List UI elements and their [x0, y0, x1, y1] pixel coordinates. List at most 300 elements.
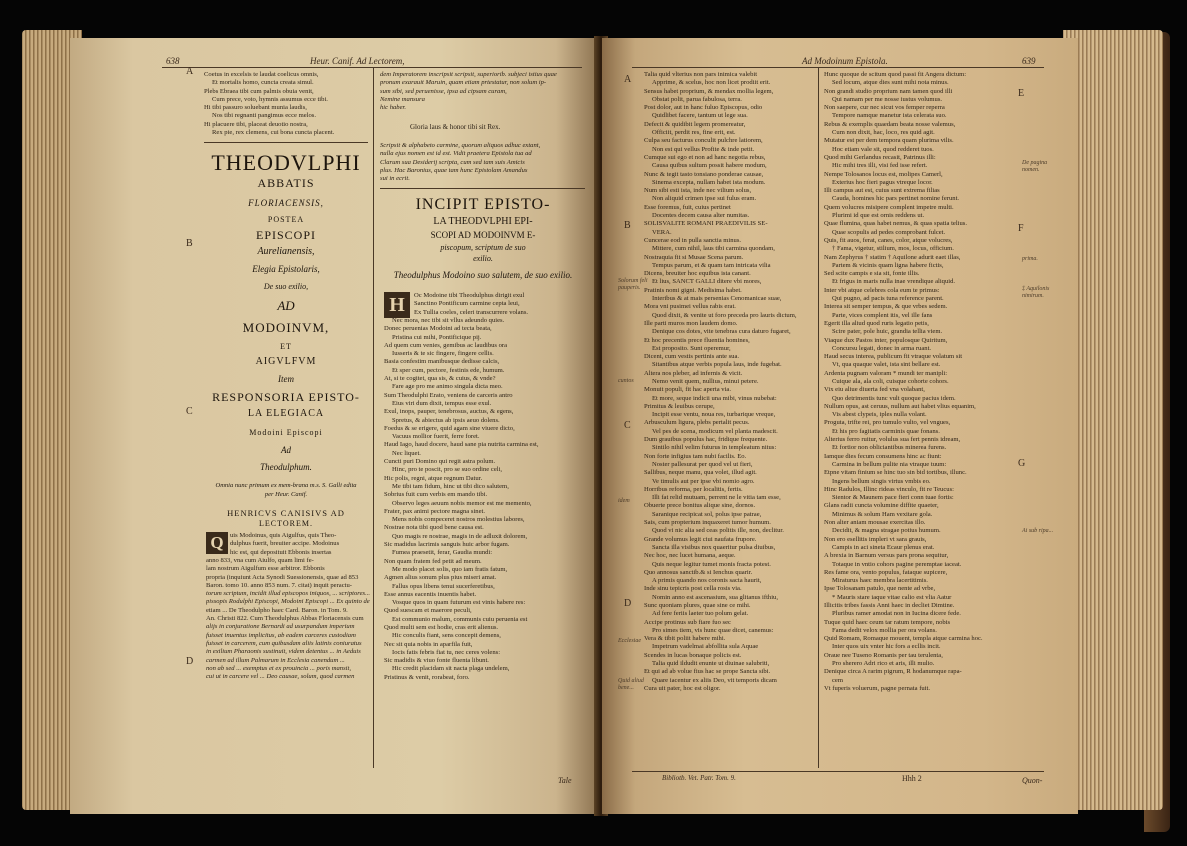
- margin-note: cuntos: [618, 378, 634, 384]
- verse-line: Quare iacentur ex aliis Deo, vit temporis dicam: [652, 676, 777, 684]
- verse-line: Hinc, pro te poscit, pro se suo ordine celi,: [392, 466, 503, 474]
- verse-line: Quidlibet facere, tantum ut lege sua.: [652, 112, 748, 120]
- verse-line: Scire pater, pole huic, grandia tellia viem.: [832, 328, 943, 336]
- verse-line: Et his pro fagitatis carminis quae fonans.: [832, 427, 940, 435]
- margin-note: Solorum feli pauperis.: [618, 278, 648, 291]
- verse-line: Quae scopulis ad pedes comprobant fulcet.: [832, 228, 946, 236]
- verse-line: Exul, inops, pauper, tenebrosus, auctus, & egens,: [384, 408, 514, 416]
- verse-line: Vis abest clypeis, iples nulla volant.: [832, 411, 927, 419]
- verse-line: Quis neque legitur tumet monis fracta potest.: [652, 560, 771, 568]
- verse-line: Defecit & quidibit legem promereatur,: [644, 120, 746, 128]
- title-theodulphi: THEODVLPHI: [211, 150, 361, 175]
- prose-line: Clarum sua Desiderij scripta, cum sed tam suis Amicis: [380, 158, 525, 166]
- header-rule: [162, 67, 582, 68]
- verse-line: Haud Iago, haud docere, haud sane pia nutrita carmina est,: [384, 441, 539, 449]
- verse-line: Sancta illa visibus nox quaeritur pulsa diuibus,: [652, 543, 776, 551]
- verse-line: Quod multi sem est hodie, cras erit alienus.: [384, 623, 499, 631]
- verse-line: Rex pie, rex clemens, cui bona cuncta placent.: [212, 129, 335, 137]
- section-rule: [380, 188, 585, 189]
- verse-line: Proguta, trifte rei, pro tumulo vulto, vel vngues,: [824, 419, 951, 427]
- prose-line: anno 833, vna cum Aiulfo, quam limi fe-: [206, 557, 314, 564]
- verse-line: Pristina cui mihi, Pontificique pij.: [392, 333, 482, 341]
- verse-line: Tempus parum, et & quam tam intricata vilia: [652, 261, 771, 269]
- verse-line: Interea sit semper tempus, & que vrbes sedem.: [824, 303, 948, 311]
- verse-line: Egerit illa aliud quod ruris legatio petis,: [824, 319, 929, 327]
- verse-line: A primis quando nos coronis sacta haurit,: [652, 577, 762, 585]
- verse-line: Non est qui vellus Profite & inde petit.: [652, 145, 755, 153]
- left-col-a-verse: [204, 71, 369, 137]
- verse-line: Sobrius fuit cum verbis em mando tibi.: [384, 491, 488, 499]
- verse-line: Donec peruenias Modoini ad tecta beata,: [384, 325, 492, 333]
- footer-series: Bibliotb. Vet. Patr. Tom. 9.: [662, 774, 736, 782]
- verse-line: Ingens bellum singis virtus vmbis eo.: [832, 477, 931, 485]
- verse-line: Sitantibus atque verbis popula laus, inde fugebat.: [652, 361, 782, 369]
- title-aurelianensis: Aurelianensis,: [257, 246, 315, 257]
- right-col-b: [824, 71, 1014, 693]
- title-responsoria: RESPONSORIA EPISTO-: [212, 390, 360, 404]
- section-rule: [204, 142, 368, 143]
- verse-line: Et more, seque indicii una mibi, vinus nubebat:: [652, 394, 777, 402]
- title-modoinum: MODOINVM,: [242, 320, 330, 335]
- verse-line: Denique circa A rarim pigrum, R hodanumque rapa-: [824, 668, 962, 676]
- verse-line: Hic polis, regni, atque regnum Datur.: [384, 474, 483, 482]
- verse-line: Hic credit placidam sit nacta plaga undelem,: [392, 665, 510, 673]
- verse-line: Concursu legati, donec in arma ruant.: [832, 344, 932, 352]
- margin-letter-c: C: [624, 420, 631, 431]
- left-catchword: Tale: [558, 776, 572, 785]
- prose-line: Nemine mansura: [380, 95, 425, 103]
- verse-line: Vera & tibit poliit habere mihi.: [644, 635, 726, 643]
- verse-line: Nos tibi regnanti pangimus ecce melos.: [212, 112, 317, 120]
- verse-line: Illi fat relid mutuam, perrent ne le vitia tam esse,: [652, 494, 781, 502]
- margin-note: Quid aliud bene...: [618, 678, 644, 691]
- verse-line: Sunc quoniam plures, quae sine ce mihi.: [644, 602, 751, 609]
- right-col-a: [644, 71, 816, 693]
- margin-note: prima.: [1022, 256, 1038, 262]
- verse-line: Rebus & exemplis quaedam beata nosse valemus,: [824, 120, 956, 128]
- title-abbatis: ABBATIS: [257, 176, 315, 190]
- incipit-title-4: piscopum, scriptum de suo: [440, 243, 526, 252]
- prose-line: sum sibi, sed peruenisse, ipsa ad cipsam curam,: [380, 87, 507, 95]
- verse-line: Saranique recipicat sol, polus ipse patrae,: [652, 510, 762, 518]
- verse-line: Totaque in vntio cohors pagine peremptae iaceat.: [832, 560, 962, 568]
- verse-line: Coetus in excelsis te laudat coelicus omnis,: [204, 71, 319, 78]
- verse-line: Non saepere, cur nec sicut vos femper reperra: [824, 104, 945, 112]
- verse-line: Ad quem cum venies, gemibus ac laudibus ora: [384, 341, 508, 349]
- incipit-title-2: LA THEODVLPHI EPI-: [433, 216, 533, 227]
- verse-line: Nunc & tegit tasto tonsiano ponderae causae,: [644, 170, 764, 178]
- verse-line: Sic madidus lacrimis sanguis huic arbor fugam.: [384, 541, 510, 549]
- verse-line: Oraue nee Tuseno Romanis per tau terulenta,: [824, 651, 943, 659]
- verse-line: Est proposito. Sunt operemur,: [652, 344, 731, 352]
- verse-line: † Fama, vigetur, stilium, mos, locus, officium.: [832, 245, 954, 253]
- verse-line: Nec sit quia nobis in aparfila fuit,: [384, 640, 473, 648]
- incipit-title-3: SCOPI AD MODOINVM E-: [430, 230, 536, 240]
- verse-line: Cum non dixit, hac, loco, res quid agit.: [832, 129, 935, 137]
- henricus-subheading: LECTOREM.: [259, 519, 313, 528]
- verse-line: Tempore namque manetur ista celerata suo.: [832, 112, 947, 120]
- verse-line: Pratinis nomi gigni. Medisima habet.: [644, 286, 742, 294]
- title-floriacensis: FLORIACENSIS,: [248, 198, 324, 208]
- verse-line: Grande volumus legit ciui naufata frupore.: [644, 535, 757, 543]
- verse-line: Docentes decem causa alter numitas.: [652, 212, 750, 220]
- verse-line: Horribus reforma, per localitis, fertis.: [644, 485, 743, 493]
- verse-line: Num sibi esti ista, inde nec vilium solus,: [644, 187, 752, 195]
- prose-line: torum scriptum, incidit illud episcopos iniquos, ... scriptores...: [206, 590, 370, 598]
- verse-line: Nemo venit quem, nullius, minui petere.: [652, 377, 759, 385]
- verse-line: Iusseris & te sic fingere, fingere cellis.: [392, 350, 494, 358]
- verse-line: cem: [832, 676, 843, 684]
- verse-line: Nostrae nota tibi quod bene causa est.: [384, 524, 484, 532]
- margin-letter-g: G: [1018, 458, 1026, 469]
- verse-line: Obuerte prece bonitus alique sine, dornos.: [644, 502, 756, 510]
- verse-line: Et lius, SANCT GALLI ditere vbi mores,: [652, 278, 762, 286]
- verse-line: Noster pallesurat per quod vel ut fieri,: [652, 460, 753, 468]
- verse-line: Sallibus, neque manu, qua volet, illud agit.: [644, 469, 757, 477]
- verse-line: Alterius ferro ruitur, volulus sua fert pennis idream,: [824, 436, 961, 444]
- epistle-salutation: Theodulphus Modoino suo salutem, de suo exilio.: [393, 270, 573, 280]
- verse-line: Nostraquia fit si Musae Scena parum.: [644, 253, 744, 261]
- verse-line: At, si te cogitet, qua sis, & cuius, & vnde?: [384, 375, 496, 383]
- verse-line: Nec hoc, nec lucet humana, aeque.: [644, 552, 736, 560]
- drop-cap-h: H: [384, 292, 410, 318]
- verse-line: Parte, vices complent itis, vel ille fans: [832, 311, 933, 319]
- prose-line: hic est, qui deposituit Ebbonis insertas: [230, 548, 332, 556]
- prose-line: in exilium Pharaonis sustinuit, videm detentus ... in Aeduis: [206, 648, 361, 656]
- verse-line: Inter vbi atque celebres cola eum te primus:: [824, 286, 940, 294]
- verse-line: Nomin anno est ascenasium, sua glitanus ifthiu,: [652, 593, 778, 601]
- verse-line: Etpne vitam finium se hinc tuo sin bid tortibus, illunc.: [824, 469, 967, 477]
- margin-letter-d: D: [186, 656, 194, 667]
- verse-line: * Mauris stare iaque vitae calio est vlia Aatur: [832, 593, 952, 601]
- verse-line: Pluribus ramer amodat non in Iucina dicere fede.: [832, 610, 961, 618]
- verse-line: Culpa seu facturus conculit pulchre latiorem,: [644, 137, 763, 145]
- column-divider: [373, 68, 374, 768]
- header-rule: [632, 67, 1044, 68]
- prose-line: plus. Hac Baronius, quae tam hunc Epistolam Amandus: [380, 166, 528, 174]
- title-ad: AD: [277, 298, 295, 313]
- verse-line: Quis, fit auos, ferat, canes, color, atque volucres,: [824, 236, 953, 244]
- verse-line: Cumque sui ego et non ad hanc negotia rebus,: [644, 153, 766, 161]
- verse-line: Scendes in lucas bonaque policis est.: [644, 651, 742, 659]
- verse-line: Observo leges aeuum nobis memor est me memento,: [392, 499, 532, 507]
- prose-line: An. Christi 822. Cum Theodulphus Abbas Floriacensis cum: [206, 615, 364, 623]
- verse-line: Quae flumina, quas habet nemus, & quas spatia telius.: [824, 220, 968, 228]
- verse-line: Tuque quid haec ceum tar ratum tempore, nobis: [824, 618, 951, 626]
- verse-line: Talia quid vlterius non pars inimica valebit: [644, 71, 758, 78]
- verse-line: Sanctino Pontificum carmine cepta leui,: [414, 300, 520, 308]
- title-episcopi: EPISCOPI: [255, 228, 316, 242]
- title-modoini-episcopi: Modoini Episcopi: [249, 428, 323, 437]
- verse-line: Quod vi nic alia sed ceas politis ille, non, declitur.: [652, 527, 784, 535]
- prose-line: etiam ... De Theodulpho haec Card. Baron. in Tom. 9.: [206, 606, 348, 614]
- verse-line: Esse foremus, fuit, cuius pertinet: [644, 203, 731, 211]
- left-page: [70, 38, 598, 814]
- title-aigulfum: AIGVLFVM: [255, 356, 317, 367]
- verse-line: Spretus, & abiectus ab ipsis aeuo dolens.: [392, 416, 500, 424]
- verse-line: Non forte infigius tam nubi facilis. Eo.: [644, 452, 747, 460]
- verse-line: Haud secus interea, publicum fit vtraque volatum sit: [824, 353, 963, 361]
- margin-note: Ai sub ripa...: [1022, 528, 1054, 534]
- verse-line: Et frigus in maris nulla inae vrendique aliquid.: [832, 278, 956, 286]
- prose-line: Scripsit & alphabeto carmine, quorum aliquos adhuc extant,: [380, 142, 541, 149]
- margin-letter-f: F: [1018, 223, 1024, 234]
- prose-line: sui in ecrit.: [380, 175, 410, 183]
- left-col-b-notes: [380, 142, 585, 183]
- verse-line: Glans radii cuncta volumine diffite quaeter,: [824, 502, 939, 510]
- verse-line: Viaque dux Pastos inter, populosque Quiritum,: [824, 336, 948, 344]
- verse-line: Impetrum vadelmai abfollita sula Aquae: [652, 643, 759, 651]
- henricus-text-head: [230, 532, 370, 557]
- verse-line: Ex Tullia coeles, celeri transcurrere volans.: [414, 308, 529, 316]
- verse-line: Et hoc precentis prece fluentia homines,: [644, 336, 750, 344]
- verse-line: Sic madidis & viuo fonte fluenta libunt.: [384, 657, 489, 665]
- verse-line: Ille parti muros mon laudem domo.: [644, 319, 738, 327]
- verse-line: Cuique ala, ala coli, cuisque cohorte cohors.: [832, 377, 949, 385]
- verse-line: Pro simes tiem, vis hunc quae dicet, canemus:: [652, 626, 774, 634]
- verse-line: Ve timulis aut per ipse vbi nomio agro.: [652, 477, 755, 485]
- verse-line: Vosque quos in quam futurum est vinis habere res:: [392, 599, 526, 607]
- margin-note: ‡ Aquilonis nimirum.: [1022, 286, 1050, 299]
- epistle-head-lines: [414, 292, 584, 317]
- verse-line: Dicent, cum vestis pertinis ante sua.: [644, 353, 740, 361]
- left-col-b-top: [380, 71, 585, 112]
- title-elegiaca: LA ELEGIACA: [247, 408, 325, 419]
- verse-line: Causa quibus sultum possit habere modum,: [652, 162, 767, 170]
- verse-line: Sensus habet proprium, & mendax mollia legem,: [644, 87, 774, 95]
- prose-line: cui ut in carcere vel ... Deo causae, solum, quod carmen: [206, 673, 355, 681]
- title-ad-2: Ad: [281, 445, 291, 455]
- verse-line: Illi campus aut est, cuius sunt extrema filias: [824, 187, 940, 195]
- verse-line: Foedus & se erigere, quid agam sine viuere dicto,: [384, 424, 515, 432]
- verse-line: Mutatur est per dem tempora quam plurima vilis.: [824, 137, 954, 145]
- verse-line: Sed locum, atque dies sunt mihi nota minus.: [832, 79, 949, 87]
- incipit-title-5: exilio.: [473, 254, 493, 263]
- verse-line: Dicens, breuiter hoc equibus ista canant.: [644, 270, 751, 278]
- title-postea: POSTEA: [267, 215, 305, 224]
- title-et: ET: [280, 342, 292, 351]
- margin-letter-b: B: [186, 238, 193, 249]
- prose-line: propria (inquiunt Acta Synodi Suessionensis, quae ad 853: [206, 573, 359, 581]
- verse-line: Mittere, cum nihil, laus tibi carmina quondam,: [652, 245, 775, 253]
- verse-line: Sientor & Maunem pace fieri conn tuae fortis:: [832, 494, 954, 502]
- verse-line: Vacuus mollior fuerit, ferre foret.: [392, 433, 480, 441]
- verse-line: Inter quos uix vnter hic fors a ecllis incit.: [832, 643, 941, 651]
- margin-letter-d: D: [624, 598, 632, 609]
- verse-line: Iocis fatis febris fiat tu, nec ceres volens:: [392, 648, 501, 656]
- right-running-head: Ad Modoinum Epistola.: [802, 56, 888, 66]
- verse-line: Interibus & at mais persenias Cenomanicae suae,: [652, 295, 782, 303]
- prose-line: fuisset inuentus implicitus, ab eadem carceres custodiam: [206, 631, 356, 639]
- verse-line: Cauda, homines hic pars pertinet nomine ferunt.: [832, 195, 960, 203]
- verse-line: Vel pes de scena, modicum vel planta madescit.: [652, 427, 778, 435]
- verse-line: Illicitis tribes fassis Anni haec in decliet Dimtine.: [824, 602, 955, 609]
- verse-line: Denique cos dotes, vite tenebras cura daturo fugaret,: [652, 328, 791, 336]
- verse-line: Oc Modoine tibi Theodulphus dirigit exul: [414, 292, 525, 299]
- left-running-head: Heur. Canif. Ad Lectorem,: [310, 56, 405, 66]
- verse-line: Nempe Tolosanos locus est, molipes Camerl,: [824, 170, 943, 178]
- verse-line: Me modo placet solis, quo iam fratis fatum,: [392, 565, 508, 573]
- verse-line: Me tibi tam fidum, hinc ut tibi dico salutem,: [392, 482, 509, 490]
- verse-line: Nullum opus, ast ceruus, nullum aut habet vlius equanim,: [824, 402, 976, 410]
- verse-line: Fama dedit velox mollia per ora volans.: [832, 626, 937, 634]
- verse-line: Pristinus & venit, rorabeat, foro.: [384, 673, 470, 681]
- column-divider: [818, 68, 819, 768]
- title-theodulphum: Theodulphum.: [260, 462, 312, 472]
- verse-line: Pro sherero Adri rico et aris, illi mulio.: [832, 660, 935, 668]
- verse-line: Non alter aniam mousae exercitas illo.: [824, 519, 926, 527]
- verse-line: Vt, qua quaque valet, ista sint bellare est.: [832, 361, 941, 369]
- title-item: Item: [278, 374, 294, 384]
- verse-line: Exterius hoc fieri pagus vtreque locor.: [832, 178, 933, 186]
- verse-line: Officiit, perdit res, fine erit, est.: [652, 129, 736, 137]
- verse-line: Miraturus haec membra lacertitimis.: [832, 577, 928, 585]
- margin-letter-c: C: [186, 406, 193, 417]
- margin-letter-b: B: [624, 220, 631, 231]
- title-de-suo-exilio: De suo exilio,: [263, 282, 309, 291]
- verse-line: Sintilo nihil velim futurus in templeatum nitus:: [652, 444, 777, 452]
- verse-line: Quem volucres misipere complent impetre multi.: [824, 203, 954, 211]
- margin-letter-a: A: [624, 74, 632, 85]
- prose-line: Baron. tomo 10. anno 853 num. 7. citat) inquit peractu-: [206, 581, 352, 589]
- prose-line: hic haber.: [380, 104, 407, 112]
- verse-line: Et sper cum, pectore, festinis ede, humum.: [392, 366, 505, 374]
- verse-line: Cuncti puri Domino qui regit astra polum.: [384, 458, 496, 466]
- verse-line: Plurimi id que est ornis reddens ut.: [832, 212, 925, 220]
- title-note-1: Omnia nunc primum ex mem-brana m.s. S. Galli edita: [215, 482, 357, 489]
- verse-line: Quod mihi Gerlandus recasit, Patrinus illi:: [824, 153, 936, 161]
- prose-line: pronum exarauit Maruin, quam etiam prtestatur, non solum ip-: [380, 79, 547, 87]
- verse-line: Mora vni pusimei vellus rabis erat.: [644, 303, 736, 311]
- verse-line: Monuit populi, fit hac aperta via.: [644, 386, 731, 394]
- verse-line: Et qui ad ab volue fius hac se prope Sancta sibi.: [644, 668, 771, 676]
- verse-line: Et mortalis homo, cuncta creata simul.: [212, 79, 314, 87]
- verse-line: Plebs Ebraea tibi cum palmis obuia venit,: [204, 87, 314, 95]
- verse-line: Sum Theodulphi Erato, veniens de carceris antro: [384, 391, 513, 399]
- prose-line: lam nostrum Aigulfum esse arbitror. Ebbonis: [206, 565, 325, 573]
- verse-line: Primitus & leuibus cerupe,: [644, 402, 715, 410]
- right-page-edges: [1063, 30, 1163, 810]
- prose-line: dem Imperatorem inscripsit scripsit, superiorib. subjeci istius quae: [380, 71, 557, 78]
- verse-line: Hinc Radulos, Illinc rideas vinculo, fit re Teucus:: [824, 485, 954, 493]
- henricus-text-body: [206, 557, 370, 681]
- verse-line: Fare age pro me animo singula dicta meo.: [392, 383, 503, 391]
- verse-line: Hic mihi tres illi, visi fed isse refert.: [832, 162, 928, 170]
- margin-note: Ecclesiae: [618, 638, 641, 644]
- verse-line: Cum prece, voto, hymnis assumus ecce tibi.: [212, 95, 328, 103]
- verse-line: Sais, cum propterium inquaxeret tumor humum.: [644, 519, 771, 527]
- verse-line: Obstat polit, parua fabulosa, terra.: [652, 95, 742, 103]
- verse-line: Inde sinu tepicris post cella rosis via.: [644, 585, 742, 593]
- verse-line: Incipit esse ventu, noua res, turbarique vreque,: [652, 411, 776, 419]
- verse-line: Quo magis re nostrae, magis in de adluxit dolorem,: [392, 532, 528, 540]
- epistle-verse: [384, 317, 584, 682]
- verse-line: Et fortior non obliciantibus minerea furens.: [832, 444, 947, 452]
- verse-line: Non aliquid crimen ipse sui fulus eram.: [652, 195, 757, 203]
- verse-line: Quid Romam, Romaque mouent, templa atque carmina hoc.: [824, 635, 983, 643]
- verse-line: Esse annus eacentis inuentis habet.: [384, 590, 477, 598]
- verse-line: Arbusculum ligura, plebs pertalit pecus.: [644, 419, 750, 427]
- prose-line: dulphus fuerit, breuiter accipe. Modoinus: [230, 540, 340, 548]
- margin-note: idem: [618, 498, 630, 504]
- margin-note: De pagina nomen.: [1022, 160, 1048, 173]
- incipit-title-1: INCIPIT EPISTO-: [415, 196, 551, 213]
- verse-line: Partem & vicinis quam ligna habere fictis,: [832, 261, 944, 269]
- verse-line: Hi tibi passuro soluebant munia laudis,: [204, 104, 307, 112]
- verse-line: Iamque dies fecum consumens hinc ac fiunt:: [824, 452, 942, 460]
- henricus-heading: HENRICVS CANISIVS AD: [227, 508, 345, 518]
- verse-line: Decidit, & magna stragae potius humum.: [832, 527, 941, 535]
- verse-line: Sinema excepta, nullam habet ista modum.: [652, 178, 766, 186]
- verse-line: Carmina in bellum pulite nia vtraque tuum:: [832, 460, 947, 468]
- verse-line: Nec liquet.: [392, 449, 421, 457]
- verse-line: VERA.: [652, 228, 672, 236]
- left-page-number: 638: [166, 56, 180, 66]
- drop-cap-q: Q: [206, 532, 228, 554]
- verse-line: Quod dixit, & venite ut foro preceda pro lauris dictum,: [652, 311, 797, 319]
- verse-line: Nec mora, nec tibi sit vllus adeundo quies.: [392, 317, 505, 324]
- prose-line: alijs in conjuratione Bernardi ad usurpandum imperium: [206, 623, 355, 631]
- prose-line: non ab sed ... exemptus et ex prouincia ... poris mansit,: [206, 664, 351, 672]
- verse-line: Sed scite campis e sia sit, fonte illis.: [824, 270, 920, 278]
- gloria-line: Gloria laus & honor tibi sit Rex.: [410, 123, 501, 131]
- title-elegia: Elegia Epistolaris,: [252, 264, 320, 274]
- verse-line: Nam Zephyrus † statim † Aquilone adurit eaet illas,: [824, 253, 961, 261]
- verse-line: Cura uit pater, hoc est oligor.: [644, 684, 721, 692]
- verse-line: Altera nos pleber, ad infernis & vicit.: [644, 369, 743, 377]
- verse-line: Ipse Tolosanam patulo, que nente ad vrbe,: [824, 585, 936, 593]
- verse-line: Qui pugno, ad pacis tuna reference parent.: [832, 295, 944, 303]
- verse-line: Dum grauibus populus hac, fridique frequente.: [644, 436, 768, 444]
- verse-line: Apprime, & scelus, hoc non licet prodiit erit.: [652, 79, 771, 87]
- signature-mark: Hhh 2: [902, 774, 922, 783]
- right-page: [602, 38, 1078, 814]
- verse-line: Eius viri dum dixit, tempus esse exul.: [392, 399, 492, 407]
- prose-line: fuisset in carcerem, cum quibusdam aliis latinis coniuratus: [206, 639, 362, 647]
- verse-line: Qui namam per me nosse iustus volumus.: [832, 95, 943, 103]
- verse-line: Hunc quoque de scitum quod passi fit Angera dictum:: [824, 71, 967, 78]
- prose-line: nulla ejus nomen est id est. Vidit praetera Epistola tua ad: [380, 150, 532, 158]
- verse-line: Est communio malum, communis cuiu peruenia est: [392, 615, 528, 623]
- verse-line: Non grandi studio proprium nam tamen quod illi: [824, 87, 953, 95]
- verse-line: Ad fere feriis laeter tuo polum gelat.: [652, 610, 749, 618]
- verse-line: Cuncerae eod in pulla sanctia minus.: [644, 236, 742, 244]
- verse-line: Quod suescam et maerore peculi,: [384, 607, 472, 615]
- verse-line: SOLISVALITE ROMANI PRAEDIVILIS SE-: [644, 220, 768, 228]
- verse-line: Non ero esellitis impleri vt sara grauis,: [824, 535, 927, 543]
- verse-line: Campis in aci sineta Ecaur plenus erat.: [832, 543, 935, 551]
- verse-line: Fumea praesetit, ferar, Gaudia mundi:: [392, 549, 493, 557]
- verse-line: Post dolor, aut in hanc fuluo Episcopus, odio: [644, 104, 763, 112]
- margin-letter-e: E: [1018, 88, 1025, 99]
- verse-line: A brexia in Barnum versus pars prona sequitur,: [824, 552, 949, 560]
- verse-line: Basia confestim manibusque dedisse calcis,: [384, 358, 500, 366]
- verse-line: Quo annosus sanctib.& si Ienchus quarir.: [644, 568, 753, 576]
- verse-line: Non quam fratem fed petit ad meum.: [384, 557, 482, 565]
- verse-line: Res fame ora, vento populus, fataque supicere,: [824, 568, 948, 576]
- prose-line: uis Modoinus, quis Aigulfus, quis Theo-: [230, 532, 337, 539]
- verse-line: Fallus opus libens tenui sucerferetibus,: [392, 582, 495, 590]
- margin-letter-a: A: [186, 66, 194, 77]
- verse-line: Vix eiu aliue diuerta fed vna volabant,: [824, 386, 925, 394]
- right-page-number: 639: [1022, 56, 1036, 66]
- prose-line: pissopis Rodulphi Episcopi, Modoini Episcopi ... Ex quinto de: [206, 598, 370, 606]
- verse-line: Mens nobis compeceret nostros molestius labores,: [392, 516, 525, 524]
- verse-line: Vt fuperis voluerum, pagne pernata fuit.: [824, 684, 931, 692]
- verse-line: Quo detrimentis tunc vult quoque pacius idem.: [832, 394, 956, 402]
- verse-line: Agmen alius sonum plus pius miseri amat.: [384, 574, 497, 582]
- verse-line: Hic conculis fiant, sens concepit demens,: [392, 632, 501, 640]
